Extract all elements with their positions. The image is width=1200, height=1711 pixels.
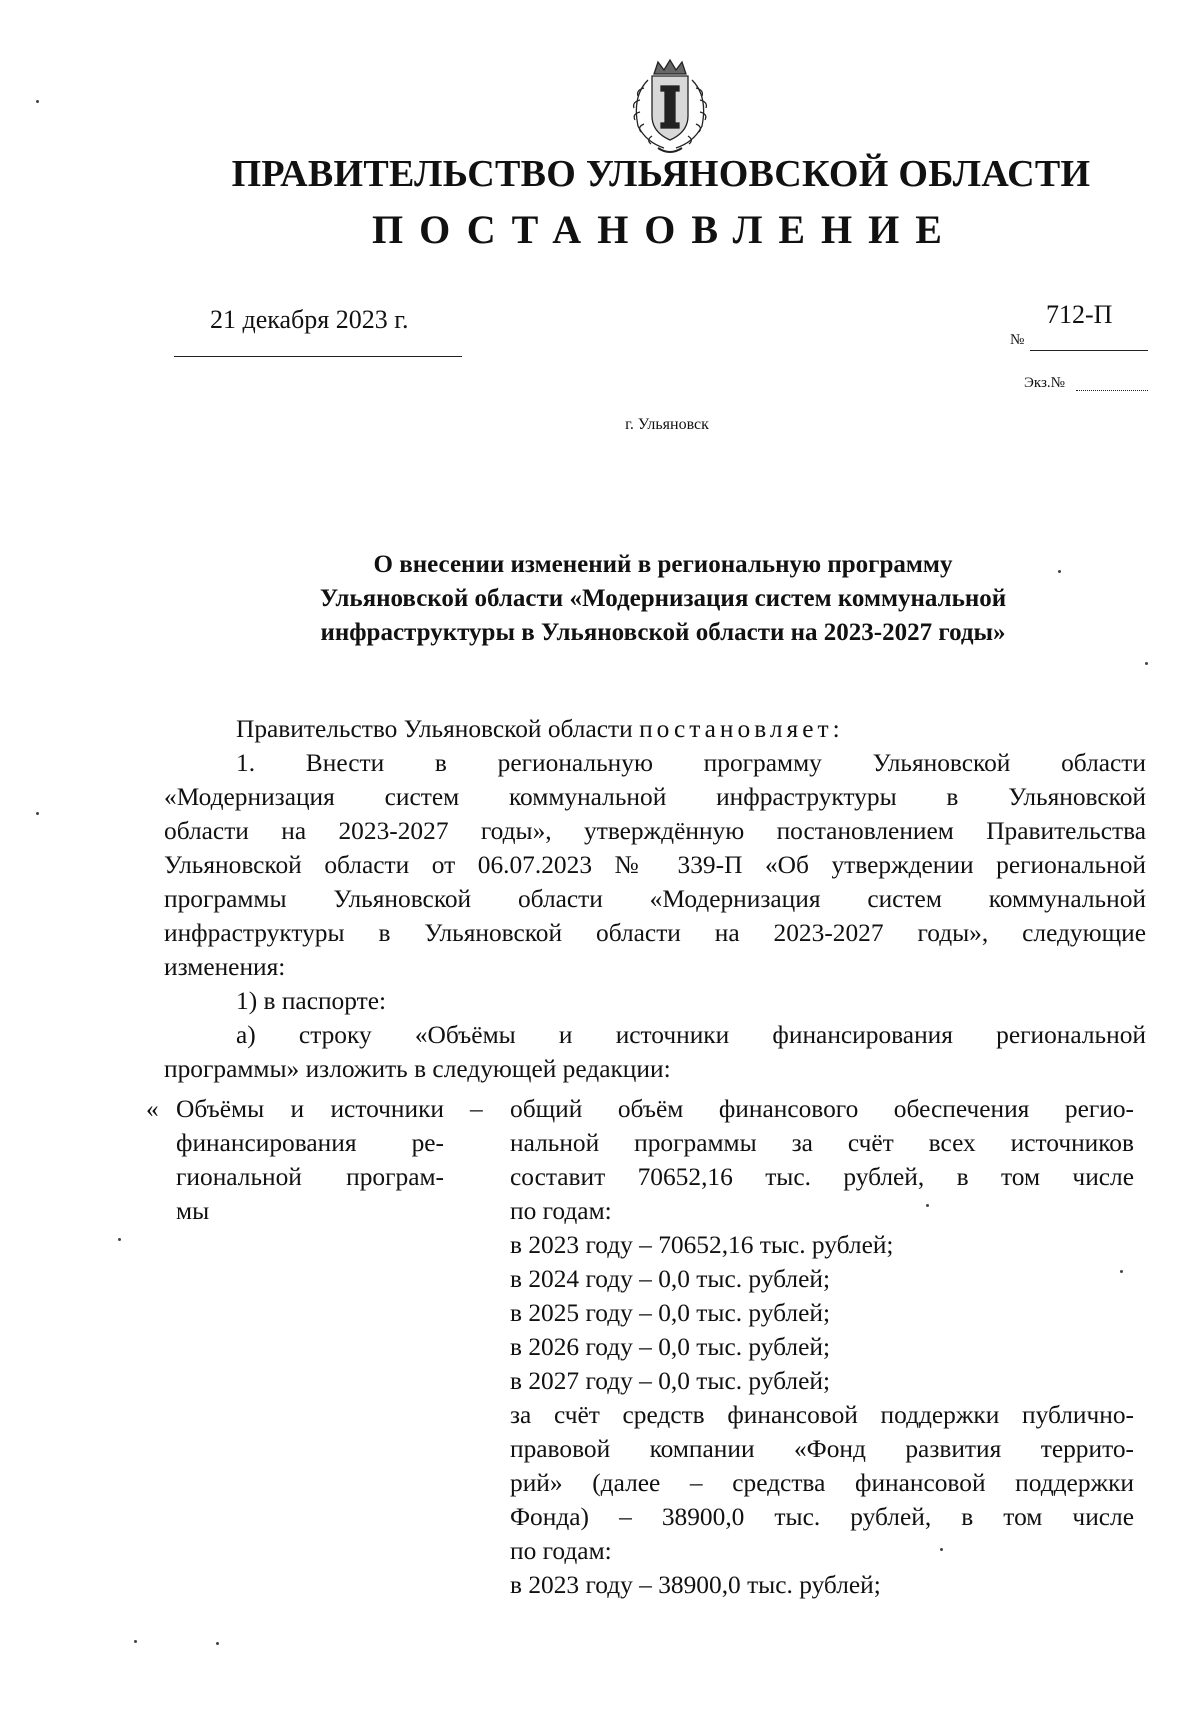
scan-speck: [1120, 1270, 1123, 1273]
value-line: по годам:: [510, 1537, 612, 1565]
document-number: 712-П: [1046, 300, 1113, 329]
city-line: г. Ульяновск: [625, 416, 709, 433]
value-line: в 2026 году – 0,0 тыс. рублей;: [510, 1333, 831, 1361]
value-line: в 2023 году – 70652,16 тыс. рублей;: [510, 1231, 894, 1259]
copy-number-line: [1076, 390, 1148, 391]
number-sign: №: [1010, 332, 1025, 348]
item-1: 1) в паспорте:: [236, 987, 387, 1015]
coat-of-arms-emblem: [614, 56, 726, 158]
paragraph-1: [164, 746, 1146, 1086]
scan-speck: [36, 812, 39, 815]
value-line: в 2025 году – 0,0 тыс. рублей;: [510, 1299, 831, 1327]
value-line: в 2023 году – 38900,0 тыс. рублей;: [510, 1571, 881, 1599]
document-type-title: ПОСТАНОВЛЕНИЕ: [372, 207, 958, 252]
value-line: рий» (далее – средства финансовой поддержки: [510, 1469, 1134, 1497]
scan-speck: [1145, 662, 1148, 665]
value-line: составит 70652,16 тыс. рублей, в том числе: [510, 1163, 1134, 1191]
paragraph-line: области на 2023-2027 годы», утверждённую постановлением Правительства: [164, 817, 1146, 845]
item-a-line: программы» изложить в следующей редакции:: [164, 1055, 671, 1083]
paragraph-line: инфраструктуры в Ульяновской области на 2023-2027 годы», следующие: [164, 919, 1146, 947]
scan-speck: [926, 1204, 929, 1207]
item-a-line: а) строку «Объёмы и источники финансирования региональной: [236, 1021, 1146, 1049]
label-line: гиональной програм-: [176, 1163, 444, 1191]
copy-number-label: Экз.№: [1024, 375, 1065, 391]
date-underline: [174, 356, 462, 357]
value-line: правовой компании «Фонд развития террито-: [510, 1435, 1134, 1463]
value-line: общий объём финансового обеспечения регио-: [510, 1095, 1134, 1123]
value-line: нальной программы за счёт всех источников: [510, 1129, 1134, 1157]
scan-speck: [118, 1238, 121, 1241]
subject-line: инфраструктуры в Ульяновской области на 2023-2027 годы»: [320, 619, 1006, 646]
open-quote: «: [146, 1095, 159, 1123]
scan-speck: [36, 100, 39, 103]
paragraph-line: 1. Внести в региональную программу Ульяновской области: [236, 749, 1146, 777]
paragraph-line: «Модернизация систем коммунальной инфраструктуры в Ульяновской: [164, 783, 1146, 811]
subject-line: Ульяновской области «Модернизация систем коммунальной: [319, 585, 1007, 612]
intro-line: [164, 712, 1146, 746]
value-line: по годам:: [510, 1197, 612, 1225]
value-line: в 2027 году – 0,0 тыс. рублей;: [510, 1367, 831, 1395]
intro-verb: постановляет:: [639, 715, 844, 743]
intro-lead: Правительство Ульяновской области: [236, 715, 640, 743]
paragraph-line: программы Ульяновской области «Модернизация систем коммунальной: [164, 885, 1146, 913]
label-line: мы: [176, 1197, 210, 1225]
document-date: 21 декабря 2023 г.: [210, 305, 409, 334]
label-line: Объёмы и источники: [176, 1095, 444, 1123]
scan-speck: [216, 1642, 219, 1645]
scan-speck: [940, 1548, 943, 1551]
paragraph-line: Ульяновской области от 06.07.2023 № 339-П «Об утверждении региональной: [164, 851, 1146, 879]
label-line: финансирования ре-: [176, 1129, 444, 1157]
scan-speck: [134, 1640, 137, 1643]
passport-row-value: [510, 1092, 1134, 1602]
government-title: ПРАВИТЕЛЬСТВО УЛЬЯНОВСКОЙ ОБЛАСТИ: [231, 153, 1091, 195]
value-line: за счёт средств финансовой поддержки публично-: [510, 1401, 1134, 1429]
scan-speck: [1058, 570, 1061, 573]
passport-row-label: [176, 1092, 444, 1228]
subject-line: О внесении изменений в региональную программу: [373, 551, 953, 578]
number-underline: [1030, 350, 1148, 351]
value-line: Фонда) – 38900,0 тыс. рублей, в том числе: [510, 1503, 1134, 1531]
intro-paragraph: [164, 712, 1146, 746]
row-dash: –: [470, 1095, 483, 1123]
paragraph-line: изменения:: [164, 953, 286, 981]
document-subject: [0, 548, 1200, 650]
value-line: в 2024 году – 0,0 тыс. рублей;: [510, 1265, 831, 1293]
